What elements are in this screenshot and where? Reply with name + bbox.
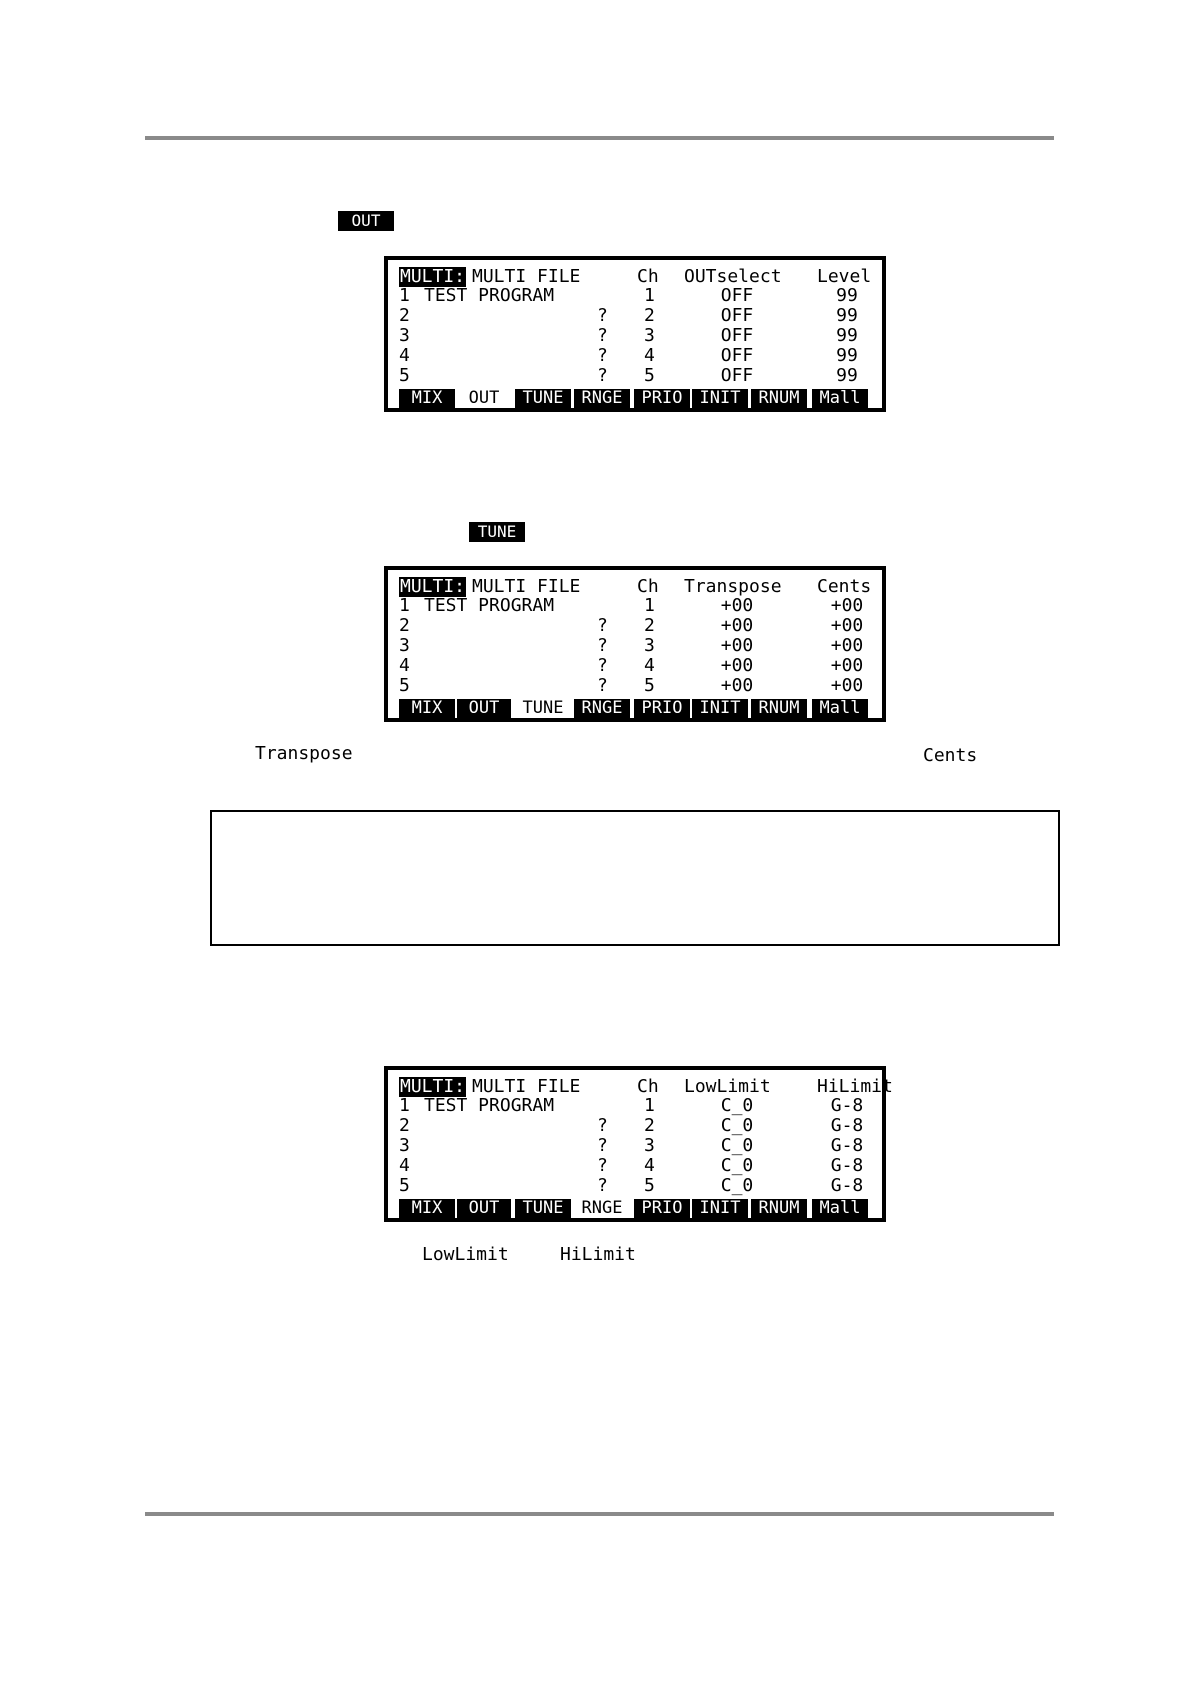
lcd-row <box>399 326 872 346</box>
row-number: 1 <box>399 1095 410 1116</box>
softkey-prio[interactable]: PRIO <box>634 699 690 718</box>
softkey-rnum[interactable]: RNUM <box>751 699 807 718</box>
value-a: OFF <box>720 365 754 386</box>
unassigned-mark: ? <box>597 1135 608 1156</box>
value-a: C_0 <box>720 1115 754 1136</box>
lcd-row <box>399 286 872 306</box>
multi-tag: MULTI: <box>400 576 466 597</box>
lcd-screen-tune <box>384 566 886 722</box>
unassigned-mark: ? <box>597 635 608 656</box>
softkey-init[interactable]: INIT <box>692 699 748 718</box>
lcd-screen-out <box>384 256 886 412</box>
channel-value: 5 <box>644 1175 655 1196</box>
col-header-a: Transpose <box>684 576 782 597</box>
softkey-prio[interactable]: PRIO <box>634 389 690 408</box>
softkey-tune[interactable]: TUNE <box>515 1199 571 1218</box>
softkey-bar <box>399 389 873 408</box>
col-header-b: Cents <box>817 576 872 597</box>
softkey-out[interactable]: OUT <box>468 388 500 408</box>
lcd-screen-rnge <box>384 1066 893 1222</box>
unassigned-mark: ? <box>597 305 608 326</box>
value-b: 99 <box>836 305 858 326</box>
col-header-a: OUTselect <box>684 266 782 287</box>
softkey-tune[interactable]: TUNE <box>522 698 564 718</box>
row-number: 4 <box>399 655 410 676</box>
softkey-init[interactable]: INIT <box>692 1199 748 1218</box>
softkey-out[interactable]: OUT <box>457 699 511 718</box>
value-b: 99 <box>836 285 858 306</box>
channel-value: 3 <box>644 1135 655 1156</box>
lcd-row <box>399 676 872 696</box>
channel-value: 2 <box>644 305 655 326</box>
value-a: +00 <box>720 675 754 696</box>
lcd-row <box>399 346 872 366</box>
row-number: 4 <box>399 345 410 366</box>
value-b: +00 <box>830 635 864 656</box>
softkey-mix[interactable]: MIX <box>399 389 455 408</box>
unassigned-mark: ? <box>597 325 608 346</box>
value-b: G-8 <box>830 1095 864 1116</box>
value-b: G-8 <box>830 1155 864 1176</box>
value-b: G-8 <box>830 1175 864 1196</box>
softkey-bar <box>399 699 873 718</box>
lcd-row <box>399 656 872 676</box>
col-header-b: Level <box>817 266 872 287</box>
program-name: TEST PROGRAM <box>424 285 555 306</box>
channel-value: 2 <box>644 615 655 636</box>
out-softkey-chip: OUT <box>338 211 394 231</box>
softkey-rnge[interactable]: RNGE <box>574 389 630 408</box>
lcd-row <box>399 1096 872 1116</box>
program-name: TEST PROGRAM <box>424 1095 555 1116</box>
value-b: 99 <box>836 325 858 346</box>
channel-value: 1 <box>644 595 655 616</box>
softkey-mall[interactable]: Mall <box>812 699 868 718</box>
multi-tag: MULTI: <box>400 266 466 287</box>
softkey-out[interactable]: OUT <box>457 1199 511 1218</box>
channel-value: 4 <box>644 1155 655 1176</box>
softkey-mall[interactable]: Mall <box>812 1199 868 1218</box>
row-number: 1 <box>399 595 410 616</box>
col-header-ch: Ch <box>637 266 659 287</box>
lcd-header-row <box>399 1076 893 1097</box>
value-b: G-8 <box>830 1115 864 1136</box>
lcd-row <box>399 306 872 326</box>
row-number: 5 <box>399 365 410 386</box>
channel-value: 5 <box>644 675 655 696</box>
lcd-row <box>399 1176 872 1196</box>
top-rule <box>145 136 1054 140</box>
lcd-row <box>399 636 872 656</box>
value-a: +00 <box>720 615 754 636</box>
row-number: 3 <box>399 635 410 656</box>
channel-value: 5 <box>644 365 655 386</box>
channel-value: 3 <box>644 635 655 656</box>
softkey-rnum[interactable]: RNUM <box>751 1199 807 1218</box>
unassigned-mark: ? <box>597 345 608 366</box>
row-number: 1 <box>399 285 410 306</box>
lcd-title: MULTI FILE <box>472 576 581 597</box>
col-header-ch: Ch <box>637 1076 659 1097</box>
hilimit-label: HiLimit <box>560 1244 636 1265</box>
row-number: 2 <box>399 305 410 326</box>
value-a: OFF <box>720 325 754 346</box>
softkey-mix[interactable]: MIX <box>399 1199 455 1218</box>
channel-value: 3 <box>644 325 655 346</box>
value-a: C_0 <box>720 1155 754 1176</box>
lcd-row <box>399 1136 872 1156</box>
unassigned-mark: ? <box>597 1175 608 1196</box>
value-b: +00 <box>830 675 864 696</box>
channel-value: 2 <box>644 1115 655 1136</box>
row-number: 3 <box>399 1135 410 1156</box>
softkey-init[interactable]: INIT <box>692 389 748 408</box>
row-number: 4 <box>399 1155 410 1176</box>
value-a: +00 <box>720 595 754 616</box>
tune-softkey-chip: TUNE <box>469 522 525 542</box>
value-a: OFF <box>720 285 754 306</box>
value-b: 99 <box>836 365 858 386</box>
row-number: 2 <box>399 1115 410 1136</box>
lcd-row <box>399 1116 872 1136</box>
unassigned-mark: ? <box>597 675 608 696</box>
unassigned-mark: ? <box>597 655 608 676</box>
row-number: 5 <box>399 675 410 696</box>
value-b: +00 <box>830 655 864 676</box>
lcd-row <box>399 616 872 636</box>
lowlimit-label: LowLimit <box>422 1244 509 1265</box>
multi-tag: MULTI: <box>400 1076 466 1097</box>
lcd-title: MULTI FILE <box>472 266 581 287</box>
transpose-label: Transpose <box>255 743 353 764</box>
unassigned-mark: ? <box>597 1155 608 1176</box>
channel-value: 4 <box>644 345 655 366</box>
col-header-ch: Ch <box>637 576 659 597</box>
row-number: 3 <box>399 325 410 346</box>
row-number: 5 <box>399 1175 410 1196</box>
unassigned-mark: ? <box>597 365 608 386</box>
softkey-mix[interactable]: MIX <box>399 699 455 718</box>
softkey-tune[interactable]: TUNE <box>515 389 571 408</box>
value-a: C_0 <box>720 1175 754 1196</box>
value-a: +00 <box>720 655 754 676</box>
cents-label: Cents <box>923 745 978 766</box>
lcd-row <box>399 1156 872 1176</box>
lcd-header-row <box>399 267 872 287</box>
unassigned-mark: ? <box>597 615 608 636</box>
softkey-rnge[interactable]: RNGE <box>581 1198 623 1218</box>
softkey-rnum[interactable]: RNUM <box>751 389 807 408</box>
bottom-rule <box>145 1512 1054 1516</box>
channel-value: 1 <box>644 285 655 306</box>
lcd-header-row <box>399 577 872 597</box>
col-header-b: HiLimit <box>817 1076 893 1097</box>
value-b: G-8 <box>830 1135 864 1156</box>
value-a: C_0 <box>720 1135 754 1156</box>
unassigned-mark: ? <box>597 1115 608 1136</box>
channel-value: 1 <box>644 1095 655 1116</box>
col-header-a: LowLimit <box>684 1076 771 1097</box>
value-a: C_0 <box>720 1095 754 1116</box>
value-b: +00 <box>830 615 864 636</box>
value-b: 99 <box>836 345 858 366</box>
lcd-row <box>399 596 872 616</box>
row-number: 2 <box>399 615 410 636</box>
channel-value: 4 <box>644 655 655 676</box>
softkey-prio[interactable]: PRIO <box>634 1199 690 1218</box>
lcd-row <box>399 366 872 386</box>
value-a: +00 <box>720 635 754 656</box>
softkey-mall[interactable]: Mall <box>812 389 868 408</box>
value-a: OFF <box>720 345 754 366</box>
note-box <box>210 810 1060 946</box>
lcd-title: MULTI FILE <box>472 1076 581 1097</box>
softkey-bar <box>399 1199 873 1218</box>
program-name: TEST PROGRAM <box>424 595 555 616</box>
value-a: OFF <box>720 305 754 326</box>
softkey-rnge[interactable]: RNGE <box>574 699 630 718</box>
value-b: +00 <box>830 595 864 616</box>
